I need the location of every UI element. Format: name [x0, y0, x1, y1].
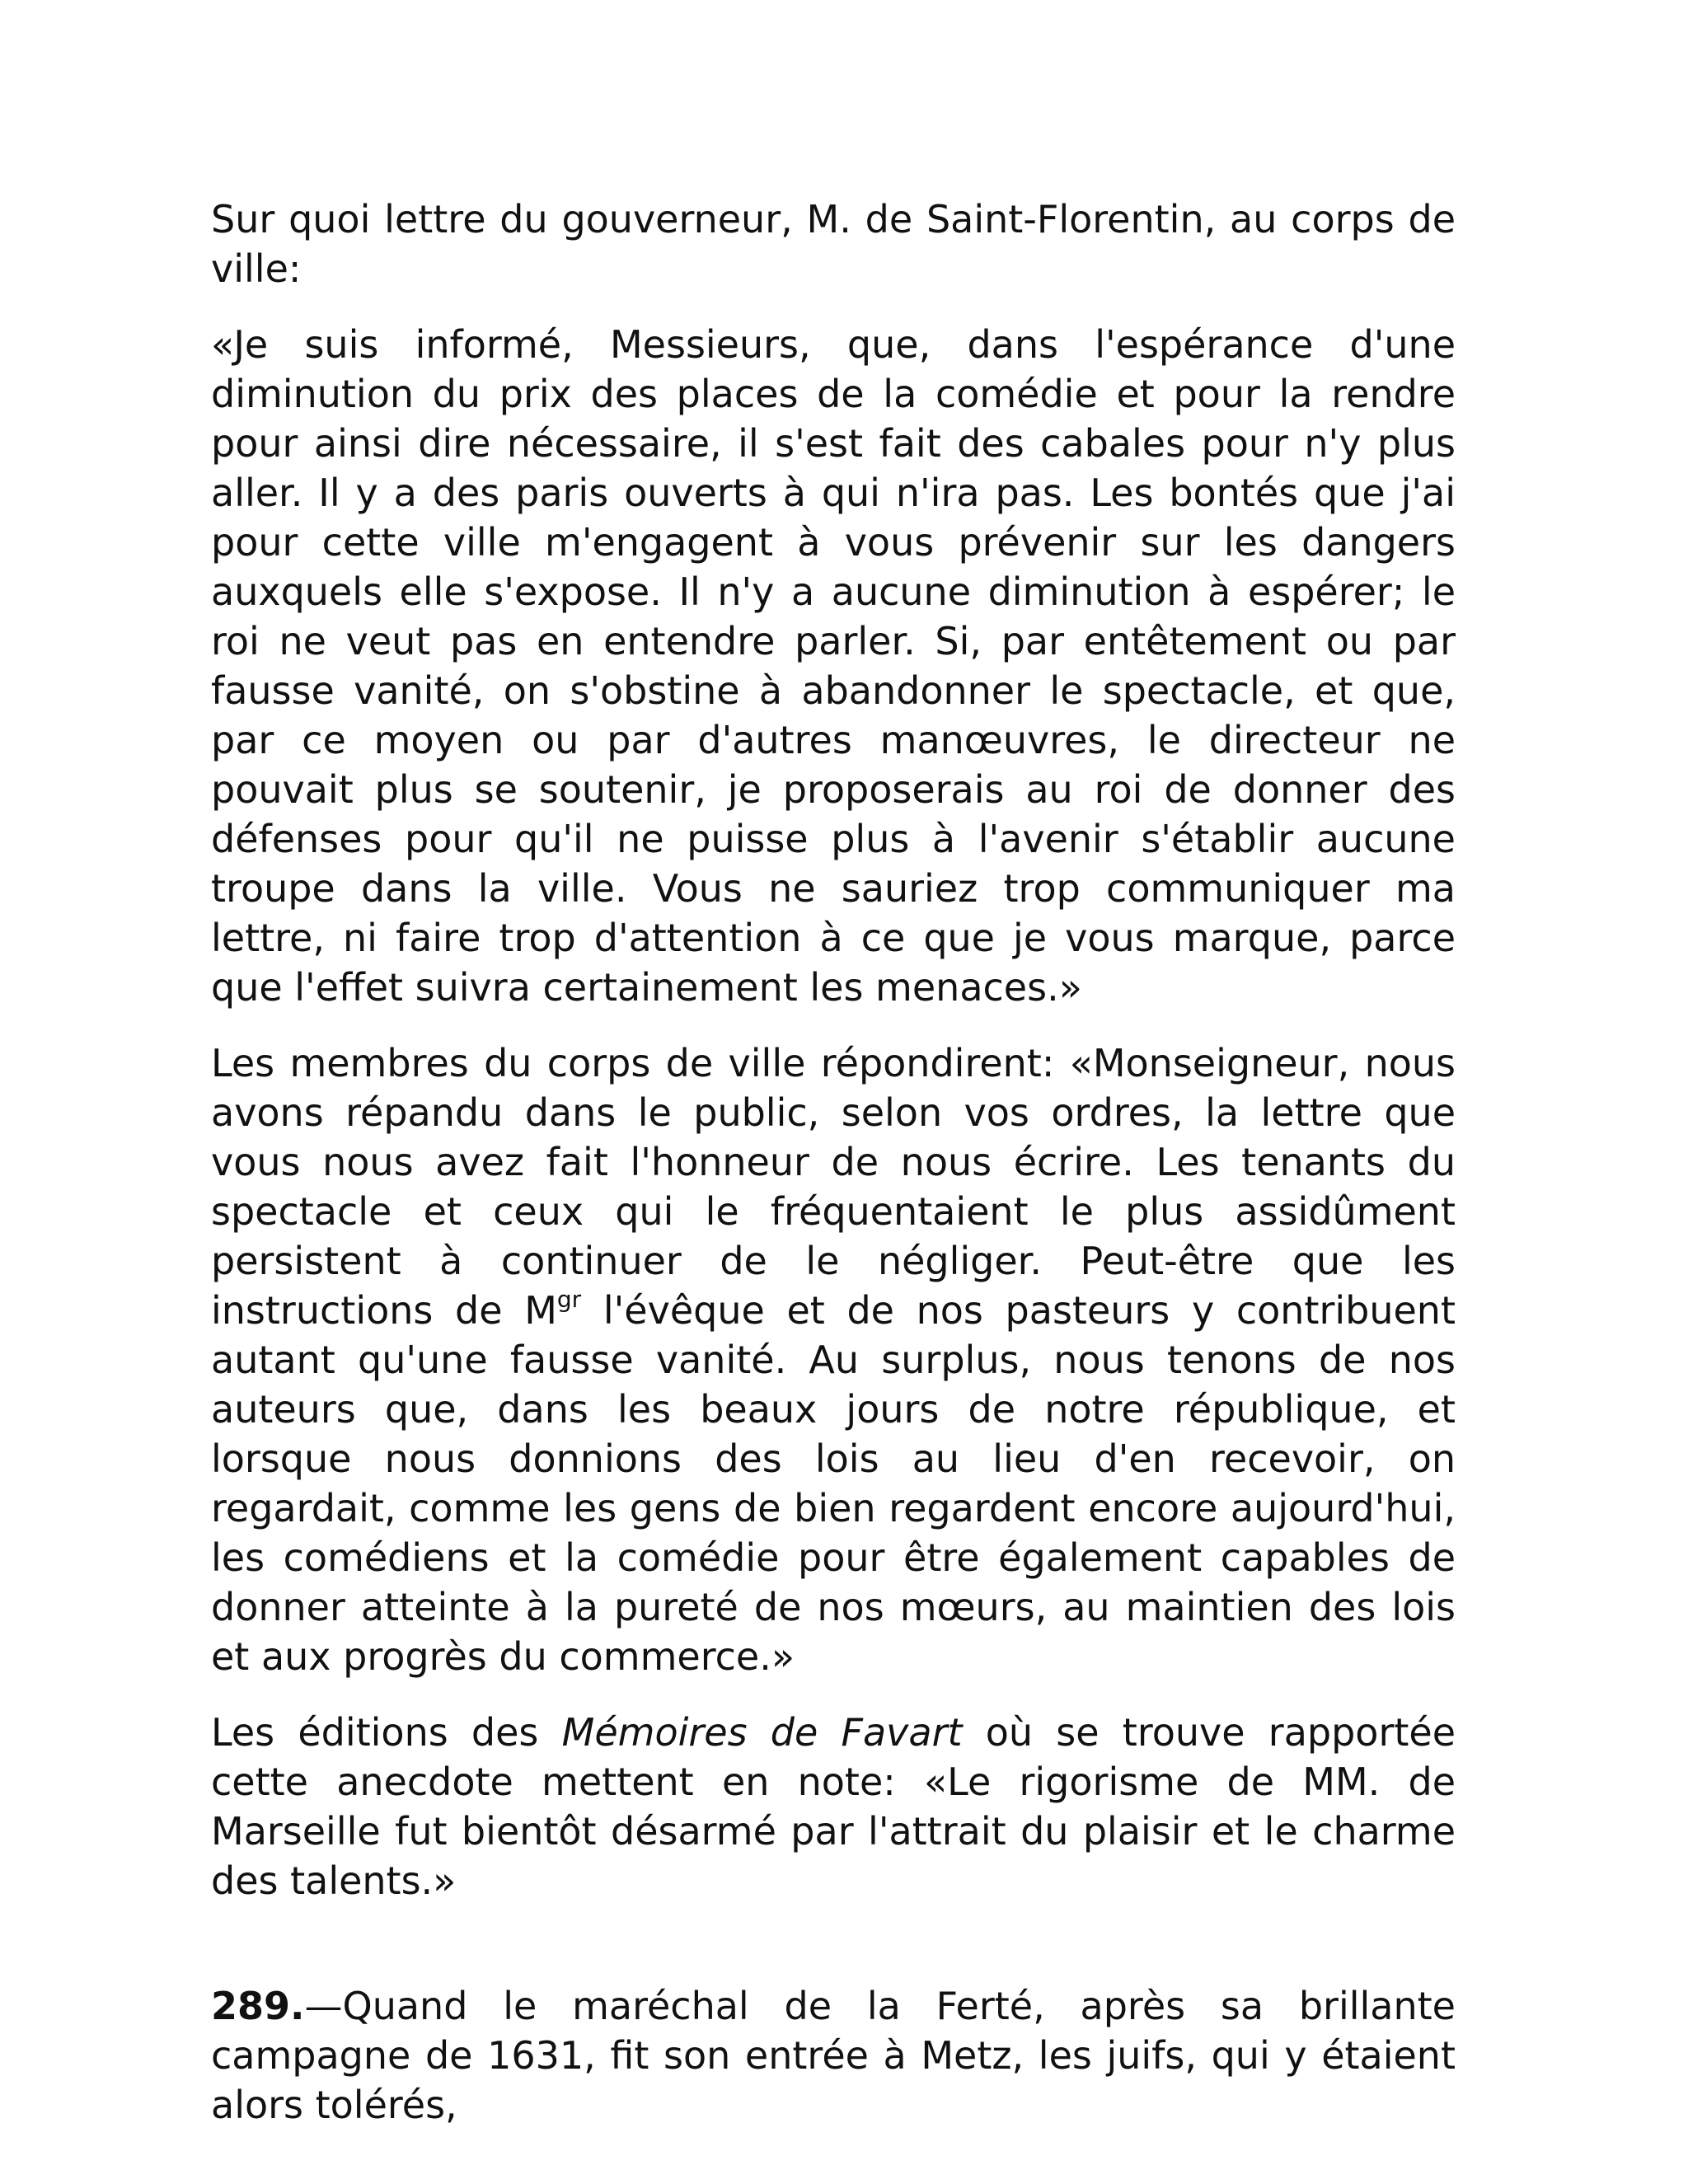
- paragraph-1: [211, 194, 1456, 293]
- entry-number: 289.: [211, 1984, 305, 2028]
- paragraph-letter-text: «Je suis informé, Messieurs, que, dans l'espérance d'une diminution du prix des places de la comédie et pour la rendre pour ainsi dire nécessaire, il s'est fait des cabales pour n'y plus aller. Il y a des paris ouverts à qui n'ira pas. Les bontés que j'ai pour cette ville m'engagent à vous prévenir sur les dangers auxquels elle s'expose. Il n'y a aucune diminution à espérer; le roi ne veut pas en entendre parler. Si, par entêtement ou par fausse vanité, on s'obstine à abandonner le spectacle, et que, par ce moyen ou par d'autres manœuvres, le directeur ne pouvait plus se soutenir, je proposerais au roi de donner des défenses pour qu'il ne puisse plus à l'avenir s'établir aucune troupe dans la ville. Vous ne sauriez trop communiquer ma lettre, ni faire trop d'attention à ce que je vous marque, parce que l'effet suivra certainement les menaces.»: [211, 322, 1456, 1010]
- paragraph-response-text-end: l'évêque et de nos pasteurs y contribuent autant qu'une fausse vanité. Au surplus, nous tenons de nos auteurs que, dans les beaux jours de notre république, et lorsque nous donnions des lois au lieu d'en recevoir, on regardait, comme les gens de bien regardent encore aujourd'hui, les comédiens et la comédie pour être également capables de donner atteinte à la pureté de nos mœurs, au maintien des lois et aux progrès du commerce.»: [211, 1288, 1456, 1679]
- paragraph-letter: [211, 320, 1456, 1012]
- book-title-italic: Mémoires de Favart: [561, 1710, 963, 1755]
- page-body: [211, 194, 1456, 2156]
- paragraph-editions-text-start: Les éditions des: [211, 1710, 562, 1755]
- superscript-gr: gr: [556, 1286, 582, 1313]
- paragraph-editions-text-end: où se trouve rapportée cette anecdote mettent en note: «Le rigorisme de MM. de Marseille fut bientôt désarmé par l'attrait du plaisir et le charme des talents.»: [211, 1710, 1456, 1903]
- paragraph-response-text-start: Les membres du corps de ville répondirent: «Monseigneur, nous avons répandu dans le public, selon vos ordres, la lettre que vous nous avez fait l'honneur de nous écrire. Les tenants du spectacle et ceux qui le fréquentaient le plus assidûment persistent à continuer de le négliger. Peut-être que les instructions de M: [211, 1041, 1456, 1333]
- paragraph-1-text: Sur quoi lettre du gouverneur, M. de Saint-Florentin, au corps de ville:: [211, 197, 1456, 291]
- paragraph-response: [211, 1038, 1456, 1681]
- paragraph-289: [211, 1981, 1456, 2130]
- paragraph-editions: [211, 1708, 1456, 1905]
- paragraph-289-text: —Quand le maréchal de la Ferté, après sa brillante campagne de 1631, fit son entrée à Metz, les juifs, qui y étaient alors tolérés,: [211, 1984, 1456, 2127]
